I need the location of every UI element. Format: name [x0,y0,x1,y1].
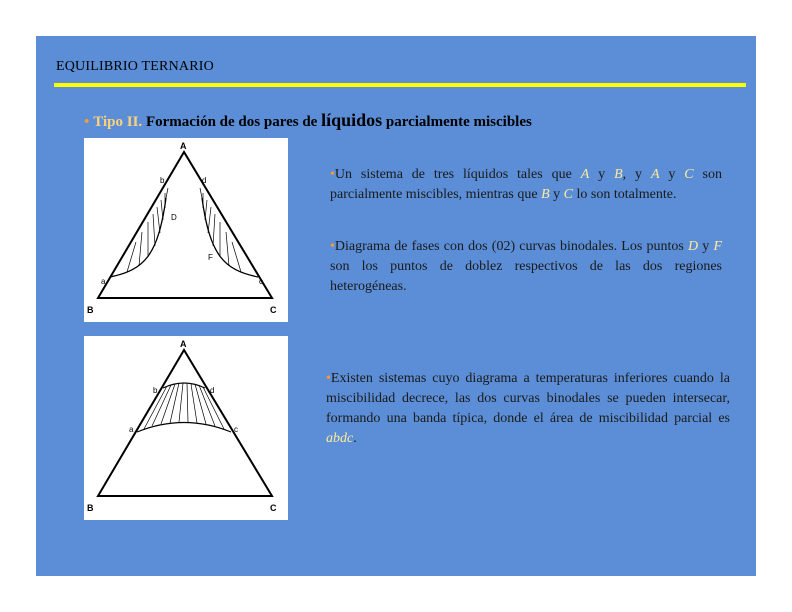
point-label-b: b [153,386,158,395]
tie-lines-left [127,188,168,272]
vertex-label-c: C [270,305,277,315]
paragraph-binodal-curves [330,237,722,297]
text: lo son totalmente [573,187,673,202]
variable: F [713,239,723,254]
point-label-d: d [202,176,207,185]
text: . [672,187,677,202]
text: Un sistema de tres líquidos tales que [334,167,581,182]
ternary-diagram-two-binodals [84,138,288,322]
text: Existen sistemas cuyo diagrama a temperaturas inferiores cuando la miscibilidad decrece, las dos curvas binodales se pueden intersecar, formando una banda típica, donde el área de miscibilidad parcial es [326,371,730,426]
vertex-label-c: C [270,503,277,513]
paragraph-band-formation [326,369,730,449]
point-label-c: c [259,277,263,286]
point-label-plait-f: F [208,253,213,262]
bullet-icon: • [326,371,331,386]
text: y [549,187,564,202]
band-lower-curve [137,423,231,433]
text: son parcialmente miscibles, mientras que [330,167,722,202]
variable: C [563,187,573,202]
slide-title: EQUILIBRIO TERNARIO [56,59,214,74]
point-label-d: d [210,386,215,395]
heading-text-2: líquidos [321,110,383,130]
text: y [698,239,714,254]
text: . [353,431,357,446]
bullet-icon: • [330,167,335,182]
vertex-label-b: B [87,503,94,513]
slide [36,36,756,576]
variable: A [650,167,660,182]
point-label-plait-d: D [171,213,177,222]
paragraph-system-description [330,165,722,205]
text: son los puntos de doblez respectivos de las dos regiones heterogéneas. [330,259,722,294]
vertex-label-b: B [87,305,94,315]
band-upper-curve [163,383,205,388]
title-underline [54,83,746,87]
variable: abdc [326,431,354,446]
point-label-a: a [101,277,106,286]
bullet-icon: • [330,239,335,254]
vertex-label-a: A [180,141,187,151]
section-heading [84,110,532,131]
variable: A [580,167,590,182]
tie-lines-right [200,188,241,272]
triangle-outline [98,152,272,298]
ternary-diagram-band [84,336,288,520]
variable: B [541,187,550,202]
bullet-icon: • [84,114,90,130]
variable: B [614,167,623,182]
variable: D [687,239,699,254]
variable: C [684,167,694,182]
text: y [589,167,615,182]
heading-text-1: Formación de dos pares de [142,114,322,130]
point-label-b: b [160,176,165,185]
vertex-label-a: A [180,339,187,349]
heading-lead: Tipo II. [93,114,143,130]
text: , y [622,167,651,182]
point-label-a: a [129,425,134,434]
text: y [659,167,685,182]
point-label-c: c [234,425,238,434]
heading-text-3: parcialmente miscibles [382,114,532,130]
text: Diagrama de fases con dos (02) curvas binodales. Los puntos [334,239,688,254]
